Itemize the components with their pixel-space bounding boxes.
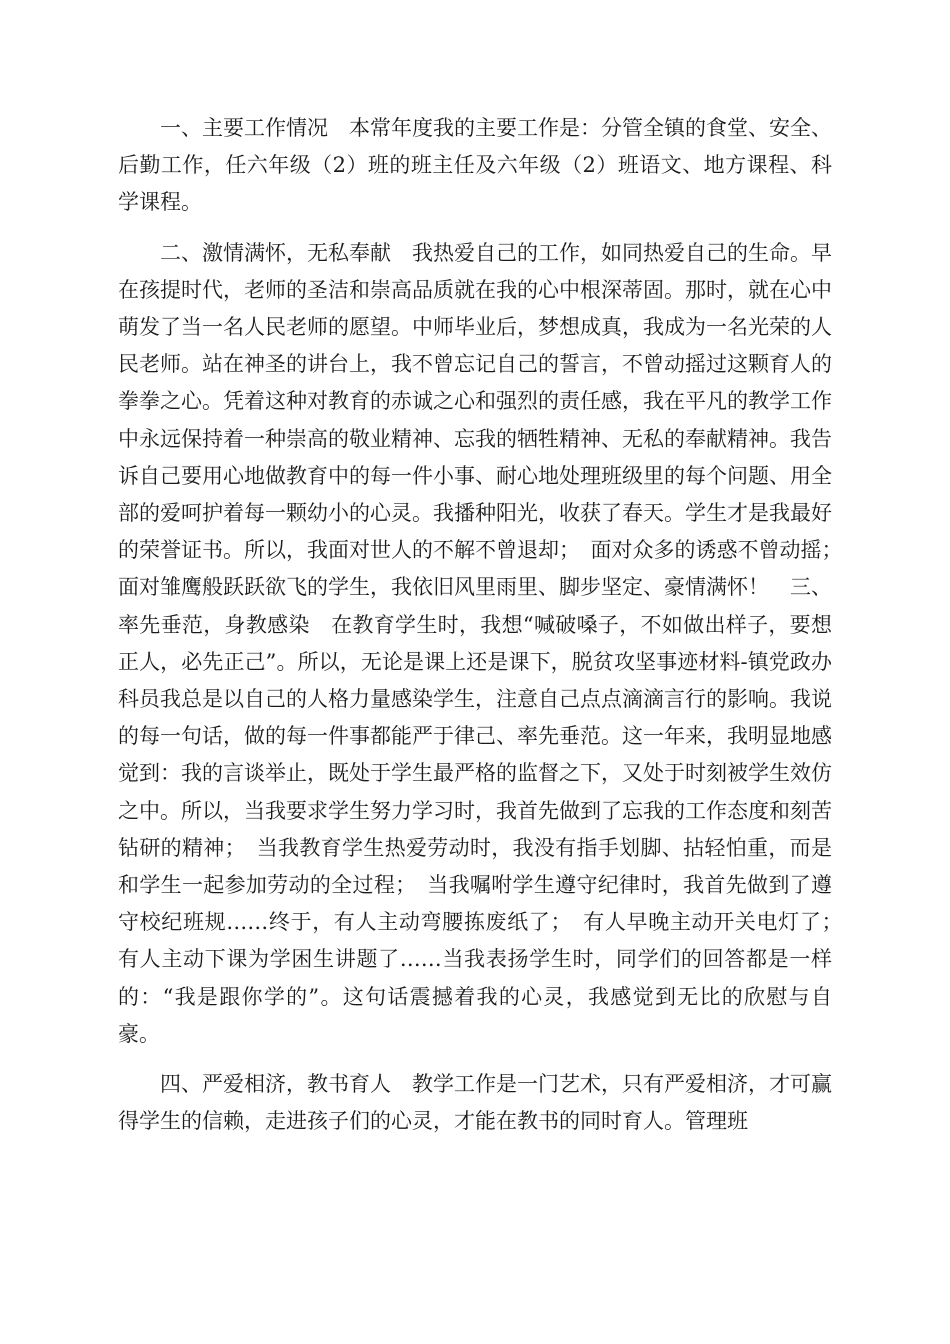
paragraph-passion-dedication: 二、激情满怀，无私奉献 我热爱自己的工作，如同热爱自己的生命。早在孩提时代，老师的圣洁和崇高品质就在我的心中根深蒂固。那时，就在心中萌发了当一名人民老师的愿望。中师毕业后，梦想成真，我成为一名光荣的人民老师。站在神圣的讲台上，我不曾忘记自己的誓言，不曾动摇过这颗育人的拳拳之心。凭着这种对教育的赤诚之心和强烈的责任感，我在平凡的教学工作中永远保持着一种崇高的敬业精神、忘我的牺牲精神、无私的奉献精神。我告诉自己要用心地做教育中的每一件小事、耐心地处理班级里的每个问题、用全部的爱呵护着每一颗幼小的心灵。我播种阳光，收获了春天。学生才是我最好的荣誉证书。所以，我面对世人的不解不曾退却； 面对众多的诱惑不曾动摇； 面对雏鹰般跃跃欲飞的学生，我依旧风里雨里、脚步坚定、豪情满怀！ 三、率先垂范，身教感染 在教育学生时，我想“喊破嗓子，不如做出样子，要想正人，必先正己”。所以，无论是课上还是课下，脱贫攻坚事迹材料-镇党政办科员我总是以自己的人格力量感染学生，注意自己点点滴滴言行的影响。我说的每一句话，做的每一件事都能严于律己、率先垂范。这一年来，我明显地感觉到：我的言谈举止，既处于学生最严格的监督之下，又处于时刻被学生效仿之中。所以，当我要求学生努力学习时，我首先做到了忘我的工作态度和刻苦钻研的精神； 当我教育学生热爱劳动时，我没有指手划脚、拈轻怕重，而是和学生一起参加劳动的全过程； 当我嘱咐学生遵守纪律时，我首先做到了遵守校纪班规……终于，有人主动弯腰拣废纸了； 有人早晚主动开关电灯了； 有人主动下课为学困生讲题了……当我表扬学生时，同学们的回答都是一样的：“我是跟你学的”。这句话震撼着我的心灵，我感觉到无比的欣慰与自豪。 [118,240,853,1046]
paragraph-strict-love: 四、严爱相济，教书育人 教学工作是一门艺术，只有严爱相济，才可赢得学生的信赖，走进孩子们的心灵，才能在教书的同时育人。管理班 [118,1072,832,1134]
paragraph-main-work: 一、主要工作情况 本常年度我的主要工作是：分管全镇的食堂、安全、后勤工作，任六年级（2）班的班主任及六年级（2）班语文、地方课程、科学课程。 [118,116,832,215]
document-body [118,110,853,1140]
